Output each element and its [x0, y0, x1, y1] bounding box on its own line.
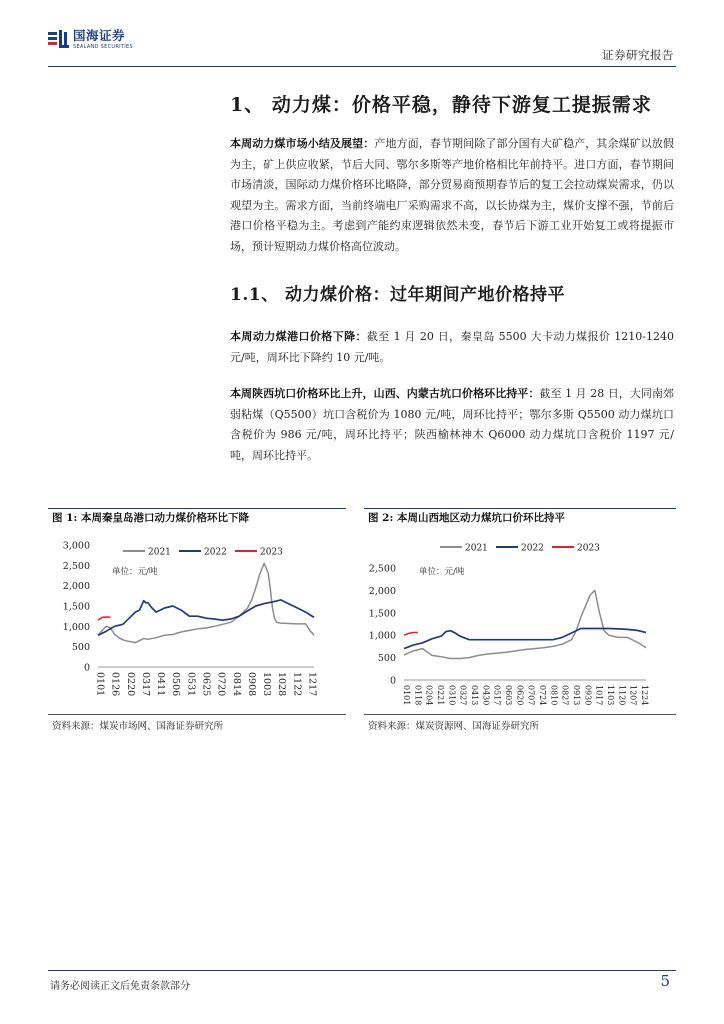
x-tick-label: 1103 — [606, 685, 615, 706]
legend-label-2021: 2021 — [148, 547, 171, 558]
unit-label: 单位：元/吨 — [419, 567, 465, 577]
y-tick-label: 1,000 — [62, 621, 90, 633]
x-tick-label: 0620 — [515, 685, 525, 706]
figure-1-title: 图 1: 本周秦皇岛港口动力煤价格环比下降 — [52, 512, 249, 524]
x-tick-label: 1207 — [628, 685, 638, 706]
x-tick-label: 0220 — [124, 672, 136, 697]
x-tick-label: 0603 — [504, 685, 513, 706]
series-line-2023 — [98, 617, 111, 620]
x-tick-label: 0707 — [526, 685, 536, 706]
x-tick-label: 0827 — [560, 685, 570, 706]
unit-label: 单位：元/吨 — [112, 567, 158, 577]
y-tick-label: 0 — [83, 662, 90, 674]
y-tick-label: 2,000 — [62, 581, 90, 593]
legend-label-2023: 2023 — [577, 543, 600, 554]
legend-label-2022: 2022 — [521, 543, 544, 554]
legend-label-2022: 2022 — [204, 547, 227, 558]
footer-divider — [48, 970, 676, 971]
mine-price-label: 本周陕西坑口价格环比上升，山西、内蒙古坑口价格环比持平： — [230, 387, 540, 400]
x-tick-label: 0930 — [583, 685, 593, 706]
figure-2-source: 资料来源：煤炭资源网、国海证券研究所 — [368, 721, 540, 732]
y-tick-label: 2,500 — [62, 560, 90, 572]
x-tick-label: 1017 — [594, 685, 604, 706]
y-tick-label: 1,500 — [368, 608, 396, 620]
x-tick-label: 0506 — [170, 672, 182, 697]
logo-name-en: SEALAND SECURITIES — [73, 43, 133, 50]
x-tick-label: 0118 — [413, 685, 423, 706]
x-tick-label: 0913 — [572, 685, 581, 706]
figure-1-chart — [48, 530, 348, 712]
summary-paragraph — [230, 134, 674, 258]
logo-mark-icon — [48, 30, 70, 50]
series-line-2022 — [98, 600, 314, 635]
summary-label: 本周动力煤市场小结及展望： — [230, 137, 375, 150]
x-tick-label: 0908 — [245, 672, 257, 697]
x-tick-label: 0814 — [230, 672, 242, 697]
x-tick-label: 0204 — [424, 685, 434, 706]
figure-2-bottom-rule — [364, 714, 676, 715]
x-tick-label: 1122 — [291, 672, 303, 697]
x-tick-label: 1224 — [640, 685, 649, 706]
report-type: 证券研究报告 — [602, 48, 674, 62]
summary-text: 产地方面，春节期间除了部分国有大矿稳产，其余煤矿以放假为主，矿上供应收紧，节后大同、鄂尔多斯等产地价格相比年前持平。进口方面，春节期间市场清淡，国际动力煤价格环比略降，部分贸易商预期春节后的复工会拉动煤炭需求，仍以观望为主。需求方面，当前终端电厂采购需求不高，以长协煤为主，煤价支撑不强，节前后港口价格平稳为主。考虑到产能约束逻辑依然未变，春节后下游工业开始复工或将提振市场，预计短期动力煤价格高位波动。 — [230, 137, 675, 253]
y-tick-label: 1,500 — [62, 601, 90, 613]
y-tick-label: 2,000 — [368, 585, 396, 597]
x-tick-label: 0101 — [402, 685, 411, 706]
x-tick-label: 1003 — [261, 672, 273, 697]
x-tick-label: 0810 — [549, 685, 559, 706]
y-tick-label: 0 — [389, 675, 396, 687]
mine-price-text: 截至 1 月 28 日，大同南郊弱粘煤（Q5500）坑口含税价为 1080 元/吨，周环比持平；鄂尔多斯 Q5500 动力煤坑口含税价为 986 元/吨，周环比持平；陕西榆林神木 Q6000 动力煤坑口含税价 1197 元/吨，周环比持平。 — [230, 387, 675, 462]
section-1-1-title: 1.1、 动力煤价格：过年期间产地价格持平 — [230, 285, 565, 305]
company-logo — [48, 30, 133, 50]
x-tick-label: 0724 — [538, 685, 547, 706]
x-tick-label: 1217 — [306, 672, 318, 697]
port-price-text: 截至 1 月 20 日，秦皇岛 5500 大卡动力煤报价 1210-1240 元/吨，周环比下降约 10 元/吨。 — [230, 330, 675, 364]
y-tick-label: 1,000 — [368, 630, 396, 642]
header-divider — [48, 66, 676, 67]
mine-price-paragraph — [230, 384, 674, 466]
page-number: 5 — [660, 972, 670, 990]
x-tick-label: 0101 — [94, 672, 106, 697]
y-tick-label: 500 — [377, 653, 396, 665]
logo-name-cn: 国海证券 — [73, 28, 126, 44]
x-tick-label: 0625 — [200, 672, 212, 697]
x-tick-label: 1028 — [276, 672, 288, 697]
x-tick-label: 0531 — [185, 672, 197, 697]
page-header — [48, 30, 676, 70]
x-tick-label: 0126 — [109, 672, 121, 697]
section-1-title: 1、 动力煤：价格平稳，静待下游复工提振需求 — [230, 94, 652, 116]
x-tick-label: 0517 — [492, 685, 502, 706]
y-tick-label: 3,000 — [62, 540, 90, 552]
x-tick-label: 0327 — [458, 685, 468, 706]
x-tick-label: 0310 — [447, 685, 457, 706]
x-tick-label: 0430 — [481, 685, 491, 706]
x-tick-label: 0413 — [470, 685, 479, 706]
footer-disclaimer: 请务必阅读正文后免责条款部分 — [50, 981, 190, 992]
x-tick-label: 0317 — [139, 672, 151, 697]
figure-1-source: 资料来源：煤炭市场网、国海证券研究所 — [52, 721, 224, 732]
figure-1-bottom-rule — [48, 714, 346, 715]
x-tick-label: 1120 — [617, 685, 627, 706]
series-line-2021 — [404, 590, 646, 658]
x-tick-label: 0411 — [155, 672, 167, 697]
port-price-paragraph — [230, 327, 674, 368]
x-tick-label: 0221 — [436, 685, 445, 706]
figure-2-chart — [364, 530, 676, 712]
y-tick-label: 500 — [71, 642, 90, 654]
port-price-label: 本周动力煤港口价格下降： — [230, 330, 367, 343]
x-tick-label: 0720 — [215, 672, 227, 697]
figure-2-title: 图 2: 本周山西地区动力煤坑口价环比持平 — [368, 512, 565, 524]
y-tick-label: 2,500 — [368, 563, 396, 575]
series-line-2023 — [404, 633, 418, 636]
series-line-2022 — [404, 629, 646, 649]
legend-label-2021: 2021 — [465, 543, 488, 554]
legend-label-2023: 2023 — [260, 547, 283, 558]
